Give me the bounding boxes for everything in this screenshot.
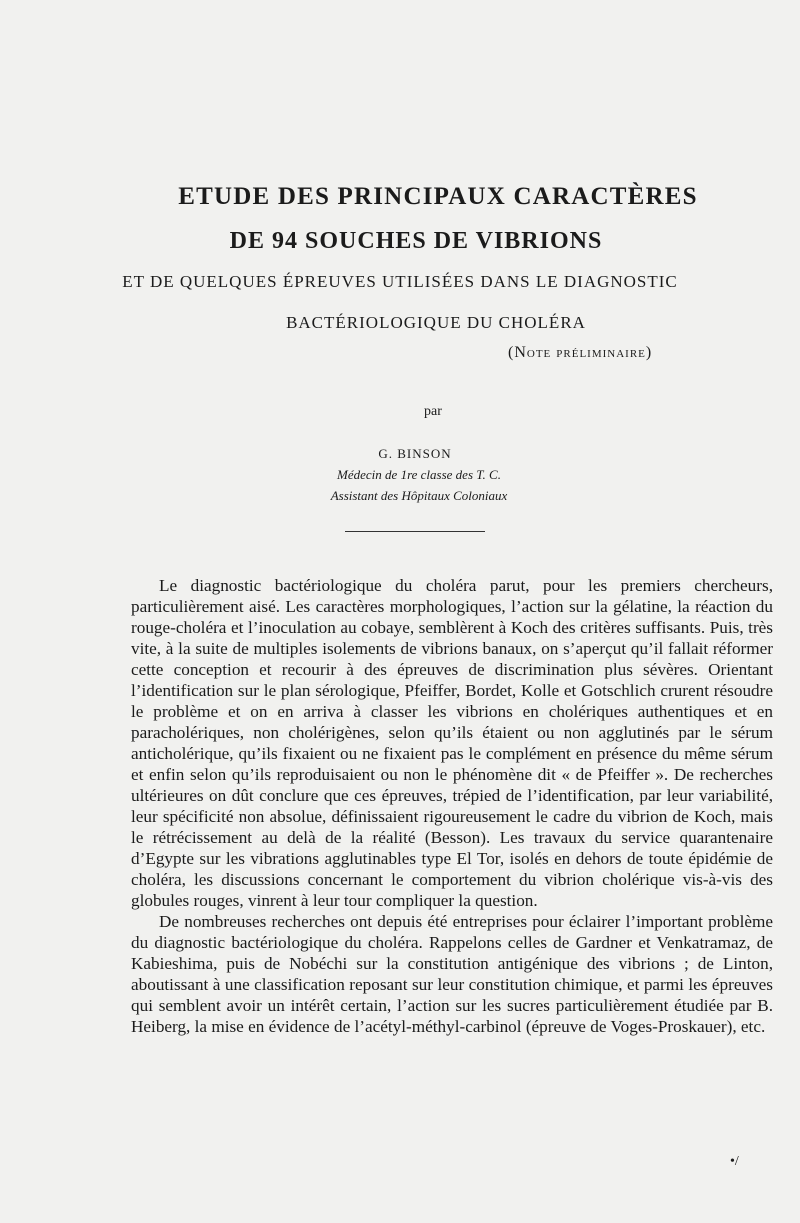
article-body bbox=[131, 575, 773, 1037]
section-divider bbox=[345, 531, 485, 532]
author-affiliation-1: Médecin de 1re classe des T. C. bbox=[337, 467, 501, 482]
preliminary-note: (Note préliminaire) bbox=[508, 344, 653, 361]
title-line-1: ETUDE DES PRINCIPAUX CARACTÈRES bbox=[178, 183, 698, 210]
page-mark: •/ bbox=[730, 1154, 739, 1169]
byline-par: par bbox=[424, 404, 442, 419]
title-line-3: ET DE QUELQUES ÉPREUVES UTILISÉES DANS LE DIAGNOSTIC bbox=[122, 272, 678, 291]
title-line-4: BACTÉRIOLOGIQUE DU CHOLÉRA bbox=[286, 313, 586, 332]
body-paragraph-1: Le diagnostic bactériologique du choléra parut, pour les premiers chercheurs, particulièrement aisé. Les caractères morphologiques, l’action sur la gélatine, la réaction du rouge-choléra et l’inoculation au cobaye, semblèrent à Koch des critères suffisants. Puis, très vite, à la suite de multiples isolements de vibrions banaux, on s’aperçut qu’il fallait réformer cette conception et recourir à des épreuves de discrimination plus sévères. Orientant l’identification sur le plan sérologique, Pfeiffer, Bordet, Kolle et Gotschlich crurent résoudre le problème et on en arriva à classer les vibrions en cholériques authentiques et en paracholériques, non cholérigènes, selon qu’ils étaient ou non agglutinés par le sérum anticholérique, qu’ils fixaient ou ne fixaient pas le complément en présence du même sérum et enfin selon qu’ils reproduisaient ou non le phénomène dit « de Pfeiffer ». De recherches ultérieures on dût conclure que ces épreuves, trépied de l’identification, par leur variabilité, leur spécificité non absolue, définissaient rigoureusement le cadre du vibrion de Koch, mais le rétrécissement au delà de la réalité (Besson). Les travaux du service quarantenaire d’Egypte sur les vibrations agglutinables type El Tor, isolés en dehors de toute épidémie de choléra, les discussions concernant le comportement du vibrion cholérique vis-à-vis des globules rouges, vinrent à leur tour compliquer la question. bbox=[131, 576, 773, 910]
author-name: G. BINSON bbox=[378, 446, 452, 461]
body-paragraph-2: De nombreuses recherches ont depuis été entreprises pour éclairer l’important problème du diagnostic bactériologique du choléra. Rappelons celles de Gardner et Venkatramaz, de Kabieshima, puis de Nobéchi sur la constitution antigénique des vibrions ; de Linton, aboutissant à une classification reposant sur leur constitution chimique, et parmi les épreuves qui semblent avoir un intérêt certain, l’action sur les sucres particulièrement étudiée par B. Heiberg, la mise en évidence de l’acétyl-méthyl-carbinol (épreuve de Voges-Proskauer), etc. bbox=[131, 912, 773, 1036]
title-line-2: DE 94 SOUCHES DE VIBRIONS bbox=[229, 228, 603, 254]
author-affiliation-2: Assistant des Hôpitaux Coloniaux bbox=[330, 488, 508, 503]
